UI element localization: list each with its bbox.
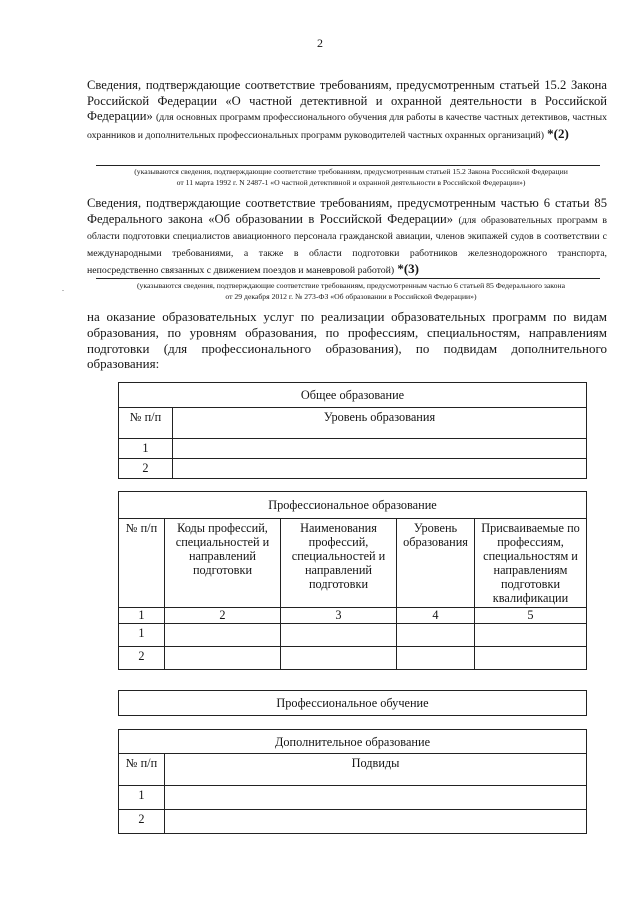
section-2-footnote-mark: *(3) — [397, 261, 420, 277]
table-cell — [475, 624, 587, 647]
col-number: 3 — [281, 608, 397, 624]
table-cell — [281, 647, 397, 670]
page-number: 2 — [317, 36, 323, 50]
section-1-caption — [96, 167, 606, 188]
general-col-num: № п/п — [119, 408, 173, 439]
general-education-title: Общее образование — [119, 383, 587, 408]
table-cell — [173, 439, 587, 459]
col-number: 1 — [119, 608, 165, 624]
table-cell — [475, 647, 587, 670]
table-cell — [165, 810, 587, 834]
table-cell — [173, 459, 587, 479]
section-2-caption-line-1: (указываются сведения, подтверждающие соответствие требованиям, предусмотренным частью 6 статьей 85 Федерального закона — [136, 281, 566, 290]
intro-paragraph: на оказание образовательных услуг по реализации образовательных программ по видам образования, по уровням образования, по профессиям, специальностям, направлениям подготовки (для профессионального образования), по подвидам дополнительного образования: — [87, 309, 607, 372]
section-2-text: Сведения, подтверждающие соответствие требованиям, предусмотренным частью 6 статьи 85 Федерального закона «Об образовании в Российской Федерации» — [87, 196, 607, 226]
section-1-paragraph — [87, 78, 607, 143]
table-cell — [281, 624, 397, 647]
table-cell — [397, 647, 475, 670]
table-row: 2 — [119, 459, 173, 479]
col-number: 5 — [475, 608, 587, 624]
table-cell — [397, 624, 475, 647]
additional-education-title: Дополнительное образование — [119, 730, 587, 754]
professional-training-title: Профессиональное обучение — [276, 696, 429, 710]
section-2-caption-line-2: от 29 декабря 2012 г. № 273-ФЗ «Об образовании в Российской Федерации») — [225, 291, 477, 301]
section-1-text: Сведения, подтверждающие соответствие требованиям, предусмотренным статьей 15.2 Закона Российской Федерации «О частной детективной и охранной деятельности в Российской Федерации» — [87, 78, 607, 124]
table-row: 2 — [119, 810, 165, 834]
additional-col-num: № п/п — [119, 754, 165, 786]
general-education-table — [118, 382, 587, 479]
section-1-fill-line — [96, 165, 600, 166]
professional-training-box — [118, 690, 587, 716]
additional-col-sub: Подвиды — [165, 754, 587, 786]
table-row: 1 — [119, 786, 165, 810]
col-number: 4 — [397, 608, 475, 624]
table-cell — [165, 624, 281, 647]
margin-mark: . — [62, 284, 64, 293]
section-2-caption — [96, 281, 606, 302]
section-2-note: (для образовательных программ в области подготовки специалистов авиационного персонала гражданской авиации, членов экипажей судов в соответствии с международными требованиями, а также в области подготовки работников железнодорожного транспорта, непосредственно связанных с движением поездов и маневровой работой) — [87, 214, 607, 277]
professional-education-table — [118, 491, 587, 670]
table-row: 1 — [119, 439, 173, 459]
prof-col-level: Уровень образования — [397, 519, 475, 608]
prof-col-names: Наименования профессий, специальностей и направлений подготовки — [281, 519, 397, 608]
additional-education-table — [118, 729, 587, 834]
section-1-caption-line-2: от 11 марта 1992 г. N 2487-1 «О частной детективной и охранной деятельности в Российской Федерации») — [176, 177, 526, 187]
professional-education-title: Профессиональное образование — [119, 492, 587, 519]
prof-col-num: № п/п — [119, 519, 165, 608]
section-1-footnote-mark: *(2) — [547, 125, 569, 141]
table-cell — [165, 786, 587, 810]
section-1-caption-line-1: (указываются сведения, подтверждающие соответствие требованиям, предусмотренным статьей 15.2 Закона Российской Федерации — [134, 167, 568, 176]
table-row: 1 — [119, 624, 165, 647]
section-2-fill-line — [96, 278, 600, 279]
section-1-note: (для основных программ профессионального обучения для работы в качестве частных детективов, частных охранников и дополнительных профессиональных программ руководителей частных охранных организаций) — [87, 112, 607, 141]
prof-col-codes: Коды профессий, специальностей и направлений подготовки — [165, 519, 281, 608]
section-2-paragraph — [87, 196, 607, 279]
table-row: 2 — [119, 647, 165, 670]
general-col-level: Уровень образования — [173, 408, 587, 439]
table-cell — [165, 647, 281, 670]
col-number: 2 — [165, 608, 281, 624]
prof-col-qualification: Присваиваемые по профессиям, специальностям и направлениям подготовки квалификации — [475, 519, 587, 608]
